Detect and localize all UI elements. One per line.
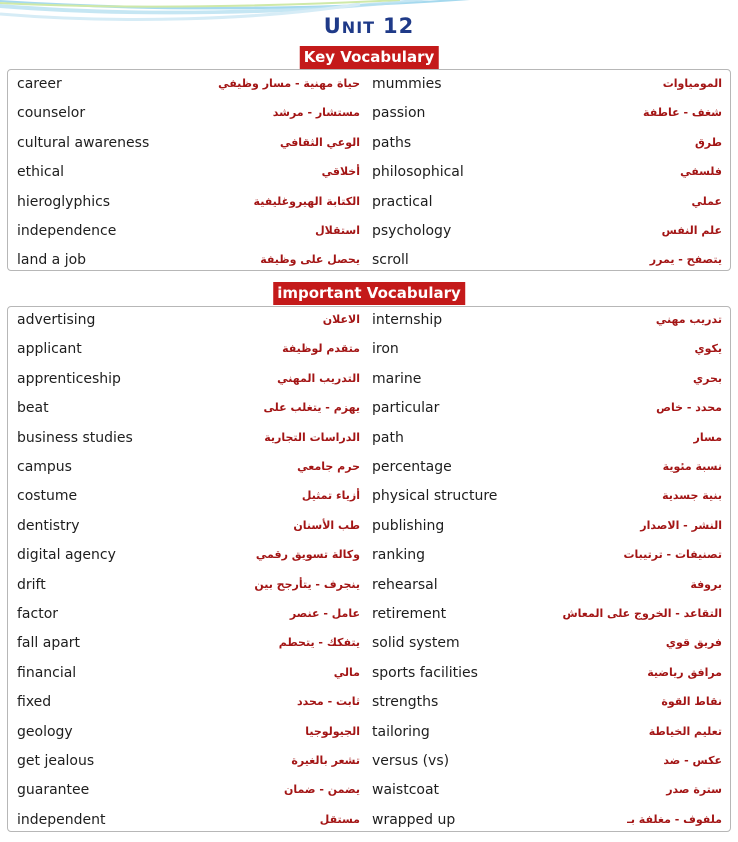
unit-title-rest: NIT xyxy=(341,18,376,37)
vocab-term: philosophical xyxy=(372,164,464,181)
vocab-translation: حياة مهنية - مسار وظيفي xyxy=(218,77,360,90)
vocab-row xyxy=(8,721,730,743)
vocab-row xyxy=(8,102,730,124)
vocab-term: dentistry xyxy=(17,517,80,534)
vocab-row xyxy=(8,750,730,772)
vocab-term: applicant xyxy=(17,341,82,358)
vocab-row xyxy=(8,779,730,801)
vocab-row xyxy=(8,456,730,478)
vocab-row xyxy=(8,544,730,566)
vocab-row xyxy=(8,309,730,331)
vocab-translation: علم النفس xyxy=(661,224,722,237)
vocab-row xyxy=(8,220,730,242)
vocab-term: tailoring xyxy=(372,723,430,740)
vocab-term: independent xyxy=(17,811,106,828)
vocab-translation: محدد - خاص xyxy=(656,401,722,415)
vocab-translation: التدريب المهني xyxy=(277,371,360,385)
vocab-translation: فريق قوي xyxy=(665,636,722,650)
vocab-term: waistcoat xyxy=(372,782,440,799)
vocab-row xyxy=(8,632,730,654)
vocab-term: geology xyxy=(17,723,73,740)
vocab-translation: نسبة مئوية xyxy=(662,460,722,473)
vocab-term: ranking xyxy=(372,547,425,564)
vocab-translation: يتفكك - يتحطم xyxy=(278,636,360,650)
vocab-translation: الاعلان xyxy=(322,313,360,326)
vocab-term: wrapped up xyxy=(372,811,456,828)
vocab-translation: سترة صدر xyxy=(666,783,722,797)
vocab-term: guarantee xyxy=(17,782,90,799)
vocab-term: path xyxy=(372,429,404,446)
vocab-term: fixed xyxy=(17,694,52,711)
vocab-term: passion xyxy=(372,105,426,122)
vocab-row xyxy=(8,691,730,713)
vocab-translation: مستقل xyxy=(319,812,360,826)
vocab-row xyxy=(8,515,730,537)
vocab-row xyxy=(8,397,730,419)
vocab-term: cultural awareness xyxy=(17,134,150,151)
vocab-term: mummies xyxy=(372,76,442,92)
vocab-row xyxy=(8,73,730,95)
vocab-translation: يهزم - يتغلب على xyxy=(263,401,360,415)
vocab-row xyxy=(8,368,730,390)
vocab-row xyxy=(8,427,730,449)
key-vocabulary-box xyxy=(7,69,731,271)
vocab-term: strengths xyxy=(372,694,439,711)
vocab-translation: أزياء تمثيل xyxy=(301,489,360,503)
vocab-translation: طب الأسنان xyxy=(293,518,360,532)
vocab-translation: تشعر بالغيرة xyxy=(291,754,360,767)
vocab-translation: بروفة xyxy=(690,577,722,591)
vocab-term: publishing xyxy=(372,517,445,534)
vocab-translation: فلسفي xyxy=(680,165,722,179)
vocab-term: fall apart xyxy=(17,635,81,652)
vocab-translation: متقدم لوظيفة xyxy=(282,342,360,356)
vocab-translation: المومياوات xyxy=(662,77,722,90)
vocab-translation: حرم جامعي xyxy=(297,460,360,473)
vocab-translation: يكوي xyxy=(694,342,722,356)
vocab-translation: مستشار - مرشد xyxy=(272,106,360,120)
vocab-term: paths xyxy=(372,134,412,151)
vocab-row xyxy=(8,191,730,213)
vocab-row xyxy=(8,485,730,507)
vocab-translation: تعليم الخياطة xyxy=(648,724,722,738)
vocab-translation: الدراسات التجارية xyxy=(264,430,360,444)
vocab-translation: عكس - ضد xyxy=(663,754,722,767)
vocab-term: digital agency xyxy=(17,547,116,564)
vocab-translation: تصنيفات - ترتيبات xyxy=(623,548,722,562)
important-vocabulary-heading: important Vocabulary xyxy=(273,282,465,305)
vocab-translation: بحري xyxy=(693,371,722,385)
vocab-translation: الكتابة الهيروغليفية xyxy=(253,194,360,208)
unit-title xyxy=(0,14,738,38)
vocab-translation: مسار xyxy=(693,430,722,444)
vocab-row xyxy=(8,161,730,183)
vocab-row xyxy=(8,338,730,360)
vocab-term: practical xyxy=(372,193,433,210)
vocab-term: career xyxy=(17,76,62,92)
important-vocabulary-box xyxy=(7,306,731,832)
vocab-translation: التقاعد - الخروج على المعاش xyxy=(562,607,722,620)
vocab-term: business studies xyxy=(17,429,133,446)
vocab-term: versus (vs) xyxy=(372,753,450,769)
vocab-term: marine xyxy=(372,370,422,387)
vocab-term: hieroglyphics xyxy=(17,193,111,210)
vocab-translation: تدريب مهني xyxy=(655,313,722,326)
vocab-row xyxy=(8,132,730,154)
vocab-term: sports facilities xyxy=(372,664,478,681)
vocab-row xyxy=(8,574,730,596)
vocab-translation: نقاط القوة xyxy=(661,695,722,709)
vocab-translation: مالي xyxy=(333,665,360,679)
vocab-term: get jealous xyxy=(17,753,95,769)
vocab-term: ethical xyxy=(17,164,65,181)
vocab-term: financial xyxy=(17,664,77,681)
vocab-term: retirement xyxy=(372,606,447,622)
vocab-term: particular xyxy=(372,400,440,417)
unit-title-initial: U xyxy=(323,14,342,38)
vocab-translation: شغف - عاطفة xyxy=(643,106,722,120)
vocab-term: beat xyxy=(17,400,49,417)
vocab-translation: ملفوف - مغلفة بـ xyxy=(627,812,722,826)
vocab-translation: يحصل على وظيفة xyxy=(260,253,360,267)
vocab-row xyxy=(8,603,730,625)
vocab-term: iron xyxy=(372,341,399,358)
vocab-term: scroll xyxy=(372,252,409,269)
vocab-term: factor xyxy=(17,606,59,622)
vocab-term: rehearsal xyxy=(372,576,438,593)
vocab-translation: مرافق رياضية xyxy=(647,665,722,679)
vocab-term: costume xyxy=(17,488,78,505)
vocab-term: solid system xyxy=(372,635,460,652)
vocab-translation: الجيولوجيا xyxy=(305,724,360,738)
vocab-term: psychology xyxy=(372,223,452,239)
vocab-row xyxy=(8,809,730,831)
vocab-translation: ثابت - محدد xyxy=(297,695,360,709)
vocab-translation: عملي xyxy=(691,194,722,208)
vocab-translation: بنية جسدية xyxy=(662,489,722,503)
vocab-term: advertising xyxy=(17,312,96,328)
vocab-translation: أخلاقي xyxy=(321,165,360,179)
vocab-translation: يضمن - ضمان xyxy=(284,783,360,797)
vocab-translation: استقلال xyxy=(315,224,360,237)
vocab-term: internship xyxy=(372,312,443,328)
vocab-term: land a job xyxy=(17,252,87,269)
key-vocabulary-heading: Key Vocabulary xyxy=(300,46,439,69)
vocab-term: apprenticeship xyxy=(17,370,121,387)
vocab-translation: النشر - الاصدار xyxy=(640,518,722,532)
unit-number: 12 xyxy=(383,14,415,38)
vocab-translation: الوعي الثقافي xyxy=(279,135,360,149)
vocab-translation: طرق xyxy=(694,135,722,149)
vocab-row xyxy=(8,249,730,271)
vocab-row xyxy=(8,662,730,684)
vocab-translation: ينجرف - يتأرجح بين xyxy=(254,577,360,591)
vocab-translation: عامل - عنصر xyxy=(289,607,360,620)
vocab-term: counselor xyxy=(17,105,86,122)
vocab-term: percentage xyxy=(372,459,452,475)
vocab-term: independence xyxy=(17,223,117,239)
vocab-term: physical structure xyxy=(372,488,498,505)
vocab-translation: يتصفح - يمرر xyxy=(649,253,722,267)
vocab-translation: وكالة تسويق رقمي xyxy=(255,548,360,562)
vocab-term: drift xyxy=(17,576,46,593)
vocab-term: campus xyxy=(17,459,72,475)
